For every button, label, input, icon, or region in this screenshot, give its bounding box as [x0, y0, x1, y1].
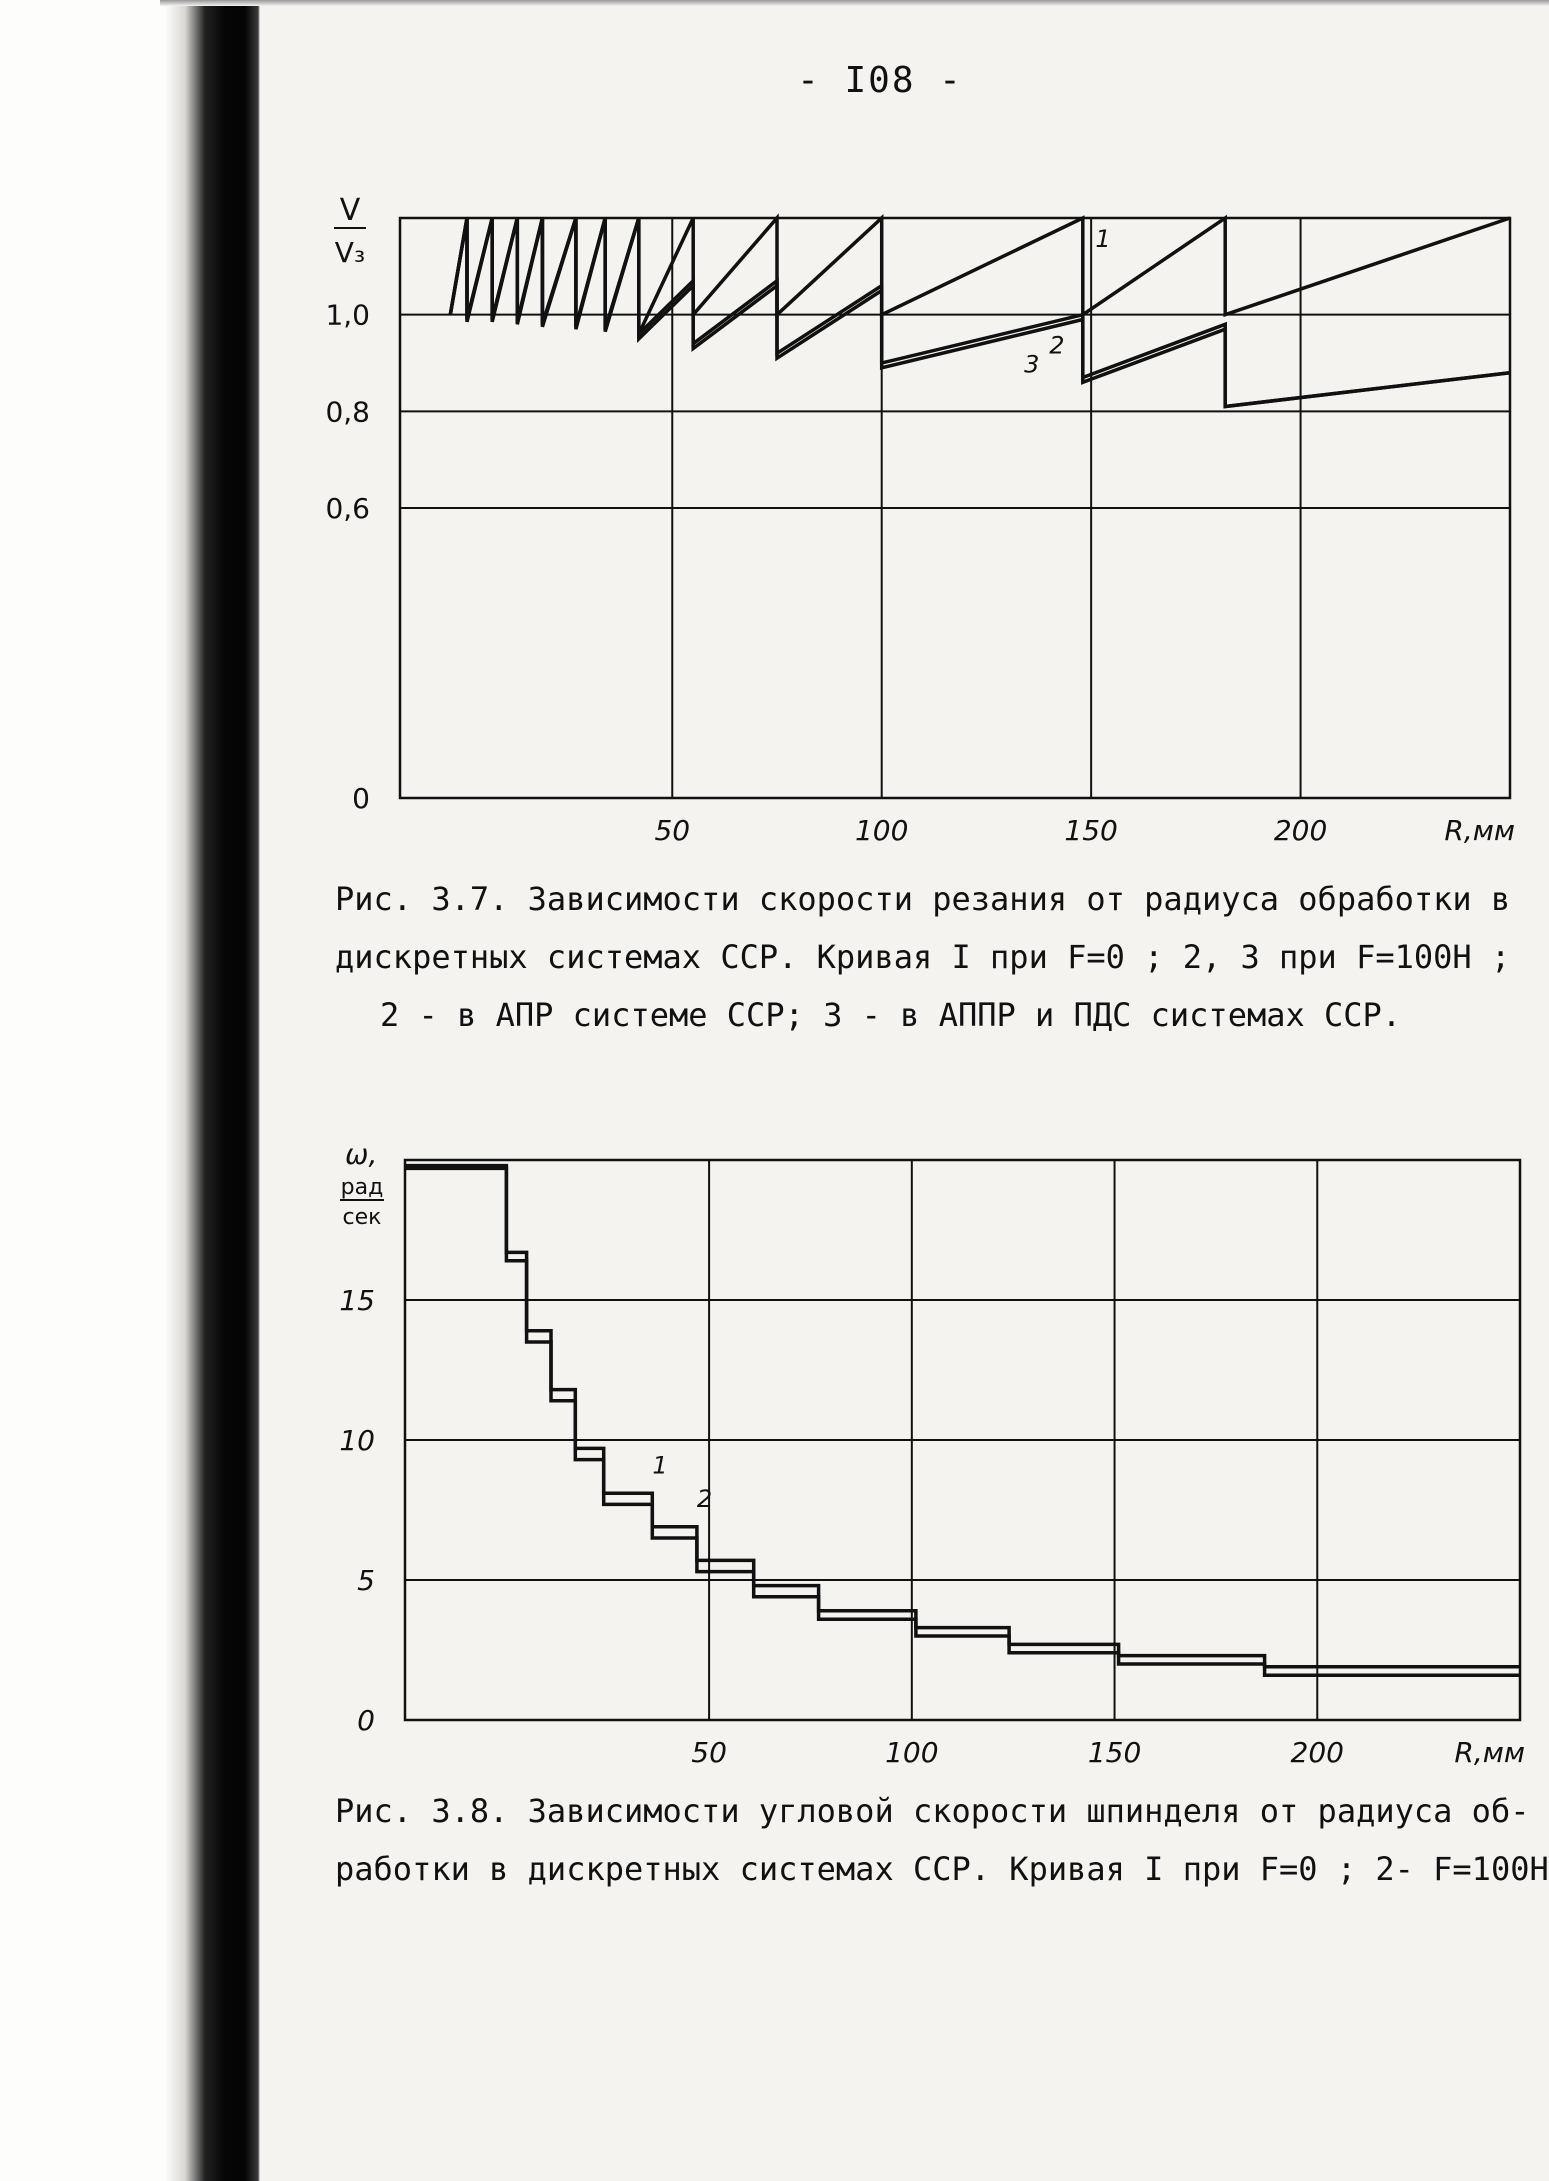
y-tick-label: 5: [357, 1564, 375, 1597]
series-line-3: [450, 218, 1510, 407]
caption-line: 2 - в АПР системе ССР; 3 - в АППР и ПДС системах ССР.: [380, 996, 1402, 1034]
x-tick-label: 200: [1273, 814, 1328, 847]
curve-label: 1: [652, 1451, 668, 1480]
y-tick-label: 0: [352, 782, 370, 815]
page-top-edge: [160, 0, 1549, 6]
x-tick-label: 150: [1064, 814, 1118, 847]
x-tick-label: 50: [691, 1736, 727, 1769]
binding-shadow: [0, 0, 260, 2181]
caption-fig-3-8: [335, 1782, 1549, 1898]
caption-line: Рис. 3.8. Зависимости угловой скорости шпинделя от радиуса об-: [335, 1792, 1530, 1830]
chart-fig-3-7: [320, 190, 1520, 870]
curve-label: 2: [696, 1485, 713, 1514]
x-axis-label: R,мм: [1444, 814, 1515, 847]
caption-line: Рис. 3.7. Зависимости скорости резания от радиуса обработки в: [335, 880, 1511, 918]
series-line-1: [405, 1166, 1520, 1667]
y-tick-label: 0: [357, 1704, 375, 1737]
page-number: - I08 -: [797, 60, 963, 101]
y-axis-label-top: V: [339, 193, 361, 228]
y-axis-label-numerator: рад: [340, 1175, 384, 1200]
y-axis-label-top: ω,: [345, 1138, 378, 1171]
curve-label: 3: [1024, 350, 1040, 379]
series-line-2: [405, 1168, 1520, 1675]
x-tick-label: 150: [1087, 1736, 1142, 1769]
y-tick-label: 0,8: [325, 395, 370, 429]
y-axis-label-bottom: V₃: [334, 236, 366, 269]
x-tick-label: 200: [1290, 1736, 1344, 1769]
caption-line: работки в дискретных системах ССР. Кривая I при F=0 ; 2- F=100Н: [335, 1850, 1549, 1888]
caption-line: дискретных системах ССР. Кривая I при F=0 ; 2, 3 при F=100Н ;: [335, 938, 1511, 976]
y-tick-label: 1,0: [325, 298, 370, 332]
chart-fig-3-8: [320, 1140, 1540, 1780]
x-tick-label: 100: [885, 1736, 939, 1769]
x-tick-label: 50: [654, 814, 691, 847]
curve-label: 1: [1095, 225, 1111, 253]
y-tick-label: 15: [339, 1284, 375, 1317]
x-axis-label: R,мм: [1454, 1736, 1525, 1769]
x-tick-label: 100: [854, 814, 909, 847]
y-tick-label: 0,6: [325, 492, 370, 525]
curve-label: 2: [1049, 331, 1065, 360]
y-axis-label-denominator: сек: [342, 1205, 382, 1230]
caption-fig-3-7: [335, 870, 1510, 1044]
y-tick-label: 10: [339, 1424, 375, 1457]
